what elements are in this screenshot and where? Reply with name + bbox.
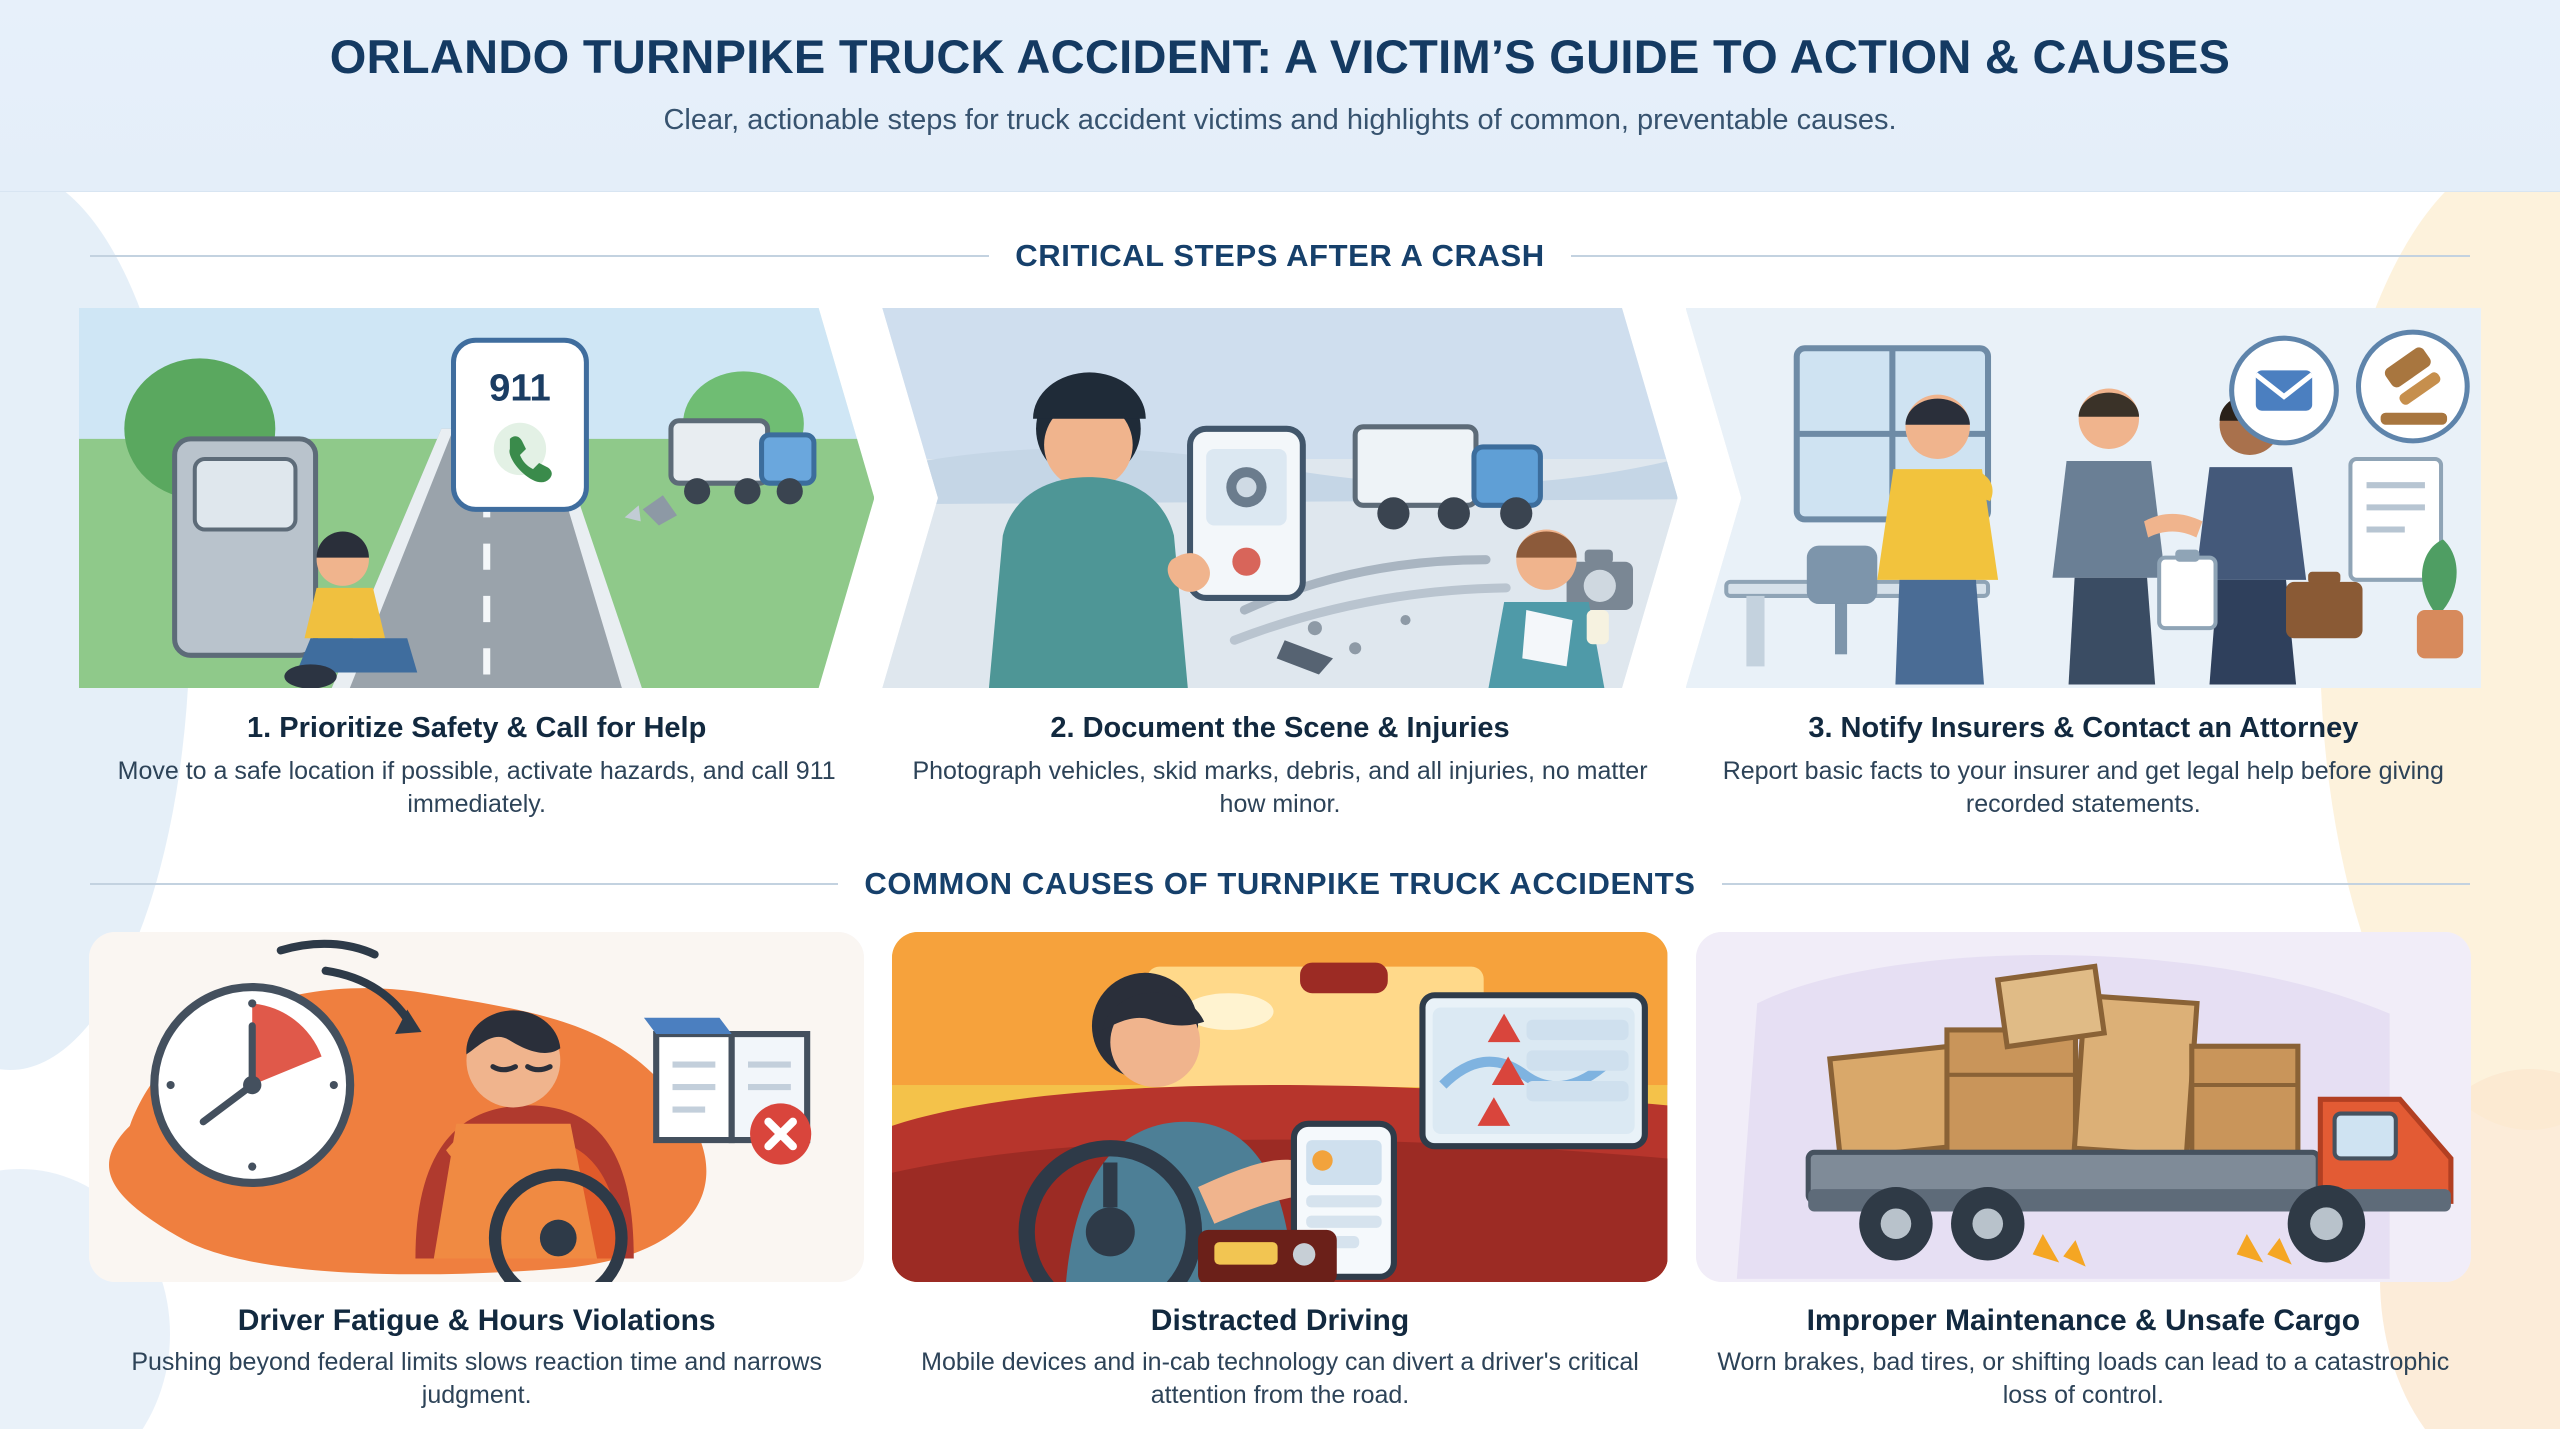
header [0, 0, 2560, 192]
page-subtitle: Clear, actionable steps for truck accident victims and highlights of common, preventable causes. [663, 104, 1897, 137]
step-1-illustration [79, 308, 874, 688]
cause-1-body: Pushing beyond federal limits slows reaction time and narrows judgment. [131, 1347, 822, 1409]
svg-text:911: 911 [489, 366, 551, 410]
cause-2-title: Distracted Driving [1150, 1303, 1410, 1337]
roadside-call-scene [79, 308, 874, 688]
section-1-title: CRITICAL STEPS AFTER A CRASH [1015, 238, 1545, 273]
step-1-title: 1. Prioritize Safety & Call for Help [247, 712, 707, 744]
cause-3-illustration [1696, 932, 2471, 1282]
step-2-illustration [882, 308, 1677, 688]
critical-steps-row [0, 308, 2560, 822]
divider-right [1571, 255, 2470, 257]
driver-fatigue-scene [89, 932, 864, 1282]
cause-2-illustration [892, 932, 1667, 1282]
cause-1-title: Driver Fatigue & Hours Violations [237, 1303, 716, 1337]
cause-2-body: Mobile devices and in-cab technology can divert a driver's critical attention from the road. [921, 1347, 1639, 1409]
divider-left-2 [90, 883, 838, 885]
step-3-illustration [1686, 308, 2481, 688]
step-2-body: Photograph vehicles, skid marks, debris, and all injuries, no matter how minor. [912, 757, 1648, 819]
step-1-body: Move to a safe location if possible, activate hazards, and call 911 immediately. [117, 757, 836, 819]
cause-3-title: Improper Maintenance & Unsafe Cargo [1806, 1303, 2361, 1337]
unsafe-cargo-scene [1696, 932, 2471, 1282]
cause-card-1 [75, 932, 878, 1413]
common-causes-row [0, 932, 2560, 1413]
step-3-title: 3. Notify Insurers & Contact an Attorney [1808, 712, 2359, 744]
step-2-title: 2. Document the Scene & Injuries [1050, 712, 1510, 744]
step-card-1 [75, 308, 878, 822]
cause-card-3 [1682, 932, 2485, 1413]
insurer-attorney-scene [1686, 308, 2481, 688]
section-2-header [0, 866, 2560, 902]
section-1-header [0, 238, 2560, 274]
divider-left [90, 255, 989, 257]
cause-card-2 [878, 932, 1681, 1413]
cause-1-illustration [89, 932, 864, 1282]
cause-3-body: Worn brakes, bad tires, or shifting loads can lead to a catastrophic loss of control. [1717, 1347, 2450, 1409]
step-card-3 [1682, 308, 2485, 822]
divider-right-2 [1722, 883, 2470, 885]
documenting-scene [882, 308, 1677, 688]
distracted-driving-scene [892, 932, 1667, 1282]
step-card-2 [878, 308, 1681, 822]
section-2-title: COMMON CAUSES OF TURNPIKE TRUCK ACCIDENTS [864, 865, 1696, 901]
page-title: ORLANDO TURNPIKE TRUCK ACCIDENT: A VICTIM’S GUIDE TO ACTION & CAUSES [329, 30, 2231, 83]
step-3-body: Report basic facts to your insurer and get legal help before giving recorded statements. [1722, 757, 2444, 819]
